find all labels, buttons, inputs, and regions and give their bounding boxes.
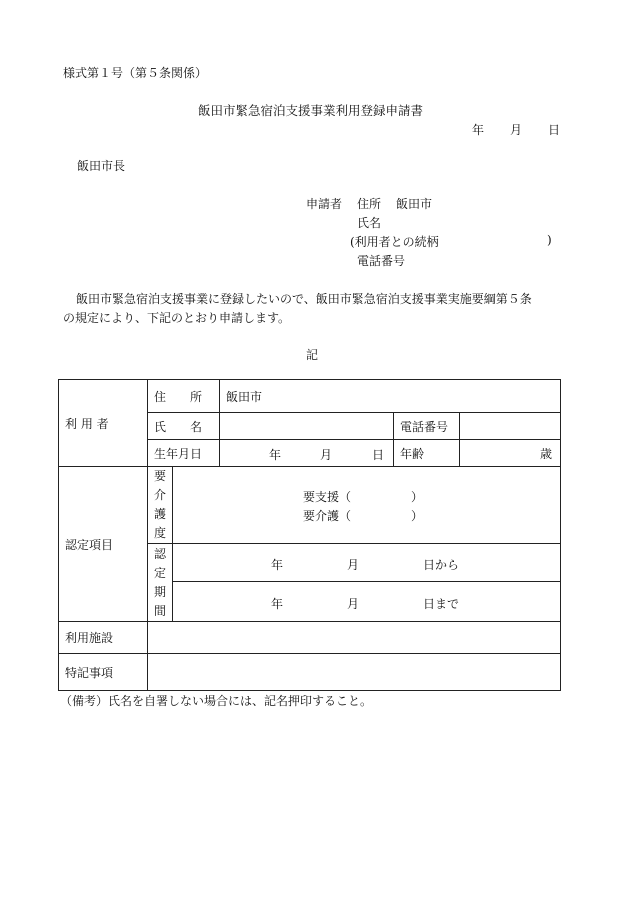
date-day: 日 — [548, 123, 561, 137]
notes-field[interactable] — [148, 654, 561, 691]
care-level-char: 護 — [153, 507, 166, 521]
applicant-name-label: 氏名 — [357, 216, 382, 230]
care-level-label — [148, 467, 173, 544]
form-number: 様式第１号（第５条関係） — [63, 66, 208, 80]
period-from-field[interactable] — [173, 544, 561, 582]
to-day: 日まで — [423, 596, 460, 611]
remark: （備考）氏名を自署しない場合には、記名押印すること。 — [60, 694, 373, 708]
body-text-line2: の規定により、下記のとおり申請します。 — [63, 311, 291, 325]
period-char: 間 — [153, 603, 166, 618]
name-field[interactable] — [220, 413, 394, 440]
period-label — [148, 544, 173, 622]
age-unit: 歳 — [540, 446, 553, 461]
applicant-phone-label: 電話番号 — [357, 254, 406, 268]
birth-month: 月 — [320, 448, 333, 462]
applicant-address-value: 飯田市 — [396, 197, 433, 211]
form-title: 飯田市緊急宿泊支援事業利用登録申請書 — [198, 103, 424, 118]
support-close: ） — [411, 490, 424, 504]
support-open: 要支援（ — [303, 490, 352, 504]
address-value[interactable]: 飯田市 — [220, 380, 561, 413]
user-label: 利 用 者 — [59, 380, 148, 467]
date-month: 月 — [510, 123, 523, 137]
address-label: 住 所 — [148, 380, 220, 413]
age-field[interactable] — [460, 440, 561, 467]
facility-field[interactable] — [148, 622, 561, 654]
from-year: 年 — [271, 557, 284, 572]
application-table — [58, 379, 561, 691]
ki-heading: 記 — [306, 348, 319, 362]
addressee: 飯田市長 — [77, 159, 126, 173]
applicant-address-label: 住所 — [357, 197, 382, 211]
care-level-field[interactable] — [173, 467, 561, 544]
notes-label: 特記事項 — [59, 654, 148, 691]
to-month: 月 — [347, 596, 360, 611]
name-label: 氏 名 — [148, 413, 220, 440]
body-text-line1: 飯田市緊急宿泊支援事業に登録したいので、飯田市緊急宿泊支援事業実施要綱第５条 — [76, 292, 532, 306]
care-level-char: 介 — [153, 488, 166, 502]
cert-label: 認定項目 — [59, 467, 148, 622]
care-level-char: 度 — [153, 526, 166, 540]
period-char: 期 — [153, 584, 166, 599]
date-year: 年 — [472, 123, 485, 137]
from-month: 月 — [347, 557, 360, 572]
birth-day: 日 — [372, 448, 385, 462]
phone-label: 電話番号 — [394, 413, 460, 440]
facility-label: 利用施設 — [59, 622, 148, 654]
applicant-relation-open: (利用者との続柄 — [350, 235, 439, 249]
care-close: ） — [411, 509, 424, 523]
applicant-relation-close: ) — [547, 233, 552, 247]
phone-field[interactable] — [460, 413, 561, 440]
from-day: 日から — [423, 557, 460, 572]
birth-label: 生年月日 — [148, 440, 220, 467]
care-level-char: 要 — [153, 469, 166, 483]
applicant-label: 申請者 — [306, 197, 343, 211]
period-char: 認 — [153, 546, 166, 561]
period-char: 定 — [153, 565, 166, 580]
to-year: 年 — [271, 596, 284, 611]
period-to-field[interactable] — [173, 582, 561, 622]
birth-field[interactable] — [220, 440, 394, 467]
age-label: 年齢 — [394, 440, 460, 467]
care-open: 要介護（ — [303, 509, 352, 523]
birth-year: 年 — [269, 448, 282, 462]
